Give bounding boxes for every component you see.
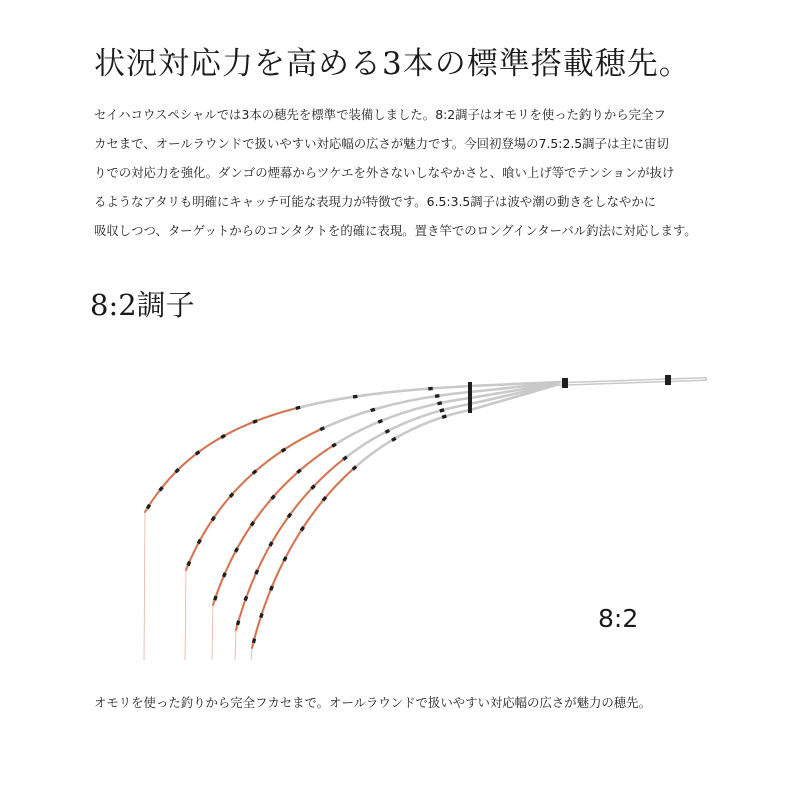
rod-guide bbox=[352, 465, 358, 470]
rod-guide bbox=[435, 394, 440, 398]
rod-ferrule bbox=[468, 382, 472, 389]
rod-guide bbox=[320, 426, 325, 431]
rod-guide bbox=[331, 443, 337, 448]
rod-guide bbox=[353, 395, 358, 399]
rod-tip-orange bbox=[186, 429, 322, 570]
rod-guide bbox=[220, 434, 225, 439]
rod-guide bbox=[158, 486, 163, 492]
intro-line: 吸収しつつ、ターゲットからのコンタクトを的確に表現。置き竿でのロングインターバル釣法に対応します。 bbox=[94, 223, 697, 238]
rod-guide bbox=[428, 387, 433, 391]
rod-guide bbox=[295, 406, 300, 410]
rod-guide bbox=[322, 496, 327, 502]
fishing-line bbox=[251, 648, 252, 660]
rod-guide bbox=[213, 595, 218, 600]
rod-tip-body bbox=[186, 383, 560, 571]
rod-tip-orange bbox=[236, 458, 345, 630]
rod-guide bbox=[259, 613, 264, 618]
rod-guide bbox=[229, 492, 234, 498]
rod-tip-body bbox=[252, 384, 560, 648]
rod-guide bbox=[250, 521, 255, 527]
rod-guide bbox=[268, 541, 273, 547]
rod-guide bbox=[252, 638, 256, 643]
rod-butt-highlight bbox=[560, 379, 705, 384]
rod-tip-body bbox=[213, 383, 560, 605]
rod-butt-section bbox=[560, 379, 705, 384]
intro-line: セイハコウスペシャルでは3本の穂先を標準で装備しました。8:2調子はオモリを使った釣りから完全フ bbox=[94, 107, 666, 122]
rod-guide bbox=[211, 516, 216, 522]
rod-guide bbox=[234, 547, 239, 552]
rod-guide bbox=[437, 401, 442, 405]
rod-guide bbox=[146, 504, 151, 510]
rod-tip-orange bbox=[252, 468, 354, 648]
headline: 状況対応力を高める3本の標準搭載穂先。 bbox=[94, 46, 691, 82]
rod-guide bbox=[269, 585, 274, 590]
rod-tip-body bbox=[236, 384, 560, 631]
rod-guide bbox=[236, 620, 240, 625]
rod-guide bbox=[287, 513, 292, 519]
intro-line: りでの対応力を強化。ダンゴの煙幕からツケエを外さないしなやかさと、喰い上げ等でテンションが抜け bbox=[94, 165, 675, 180]
rod-tip-body bbox=[145, 382, 560, 512]
rod-guide bbox=[252, 469, 258, 474]
rod-guide bbox=[222, 572, 227, 577]
rod-guide bbox=[282, 556, 287, 561]
rod-guide bbox=[378, 419, 383, 424]
rod-guide bbox=[391, 437, 397, 442]
rod-ferrule bbox=[468, 388, 472, 395]
ratio-label: 8:2 bbox=[598, 604, 639, 633]
rod-tip-orange bbox=[213, 445, 334, 605]
caption: オモリを使った釣りから完全フカセまで。オールラウンドで扱いやすい対応幅の広さが魅力の穂先。 bbox=[94, 695, 651, 710]
rod-ferrule bbox=[468, 394, 472, 401]
rod-guide bbox=[186, 561, 191, 566]
rod-guide bbox=[442, 414, 447, 419]
fishing-line bbox=[212, 605, 213, 660]
rod-guide bbox=[296, 469, 302, 474]
rod-guide bbox=[310, 484, 315, 490]
intro-line: カセまで、オールラウンドで扱いやすい対応幅の広さが魅力です。今回初登場の7.5:2.5調子は主に宙切 bbox=[94, 136, 669, 151]
fishing-line bbox=[185, 570, 186, 660]
rod-guide bbox=[385, 429, 390, 434]
rod-guide bbox=[270, 494, 275, 500]
rod-tip-orange bbox=[145, 408, 298, 512]
rod-guide bbox=[370, 408, 375, 412]
rod-guide bbox=[300, 526, 305, 532]
rod-ferrule bbox=[468, 400, 472, 407]
intro-paragraph bbox=[94, 100, 714, 245]
intro-line: るようなアタリも明確にキャッチ可能な表現力が特徴です。6.5:3.5調子は波や潮の動きをしなやかに bbox=[94, 194, 657, 209]
rod-guide bbox=[342, 455, 348, 460]
section-title: 8:2調子 bbox=[90, 288, 195, 322]
rod-guide bbox=[254, 569, 259, 574]
rod-guide bbox=[252, 419, 257, 424]
rod-ferrule bbox=[665, 375, 671, 385]
rod-guide bbox=[281, 447, 287, 452]
rod-guide bbox=[195, 450, 201, 455]
rod-guide bbox=[197, 539, 202, 544]
rod-ferrule bbox=[562, 378, 568, 388]
rod-guide bbox=[439, 408, 444, 412]
rod-ferrule bbox=[468, 406, 472, 413]
fishing-line bbox=[235, 630, 236, 660]
rod-guide bbox=[244, 596, 249, 601]
rod-guide bbox=[174, 468, 180, 474]
fishing-line bbox=[144, 512, 145, 660]
